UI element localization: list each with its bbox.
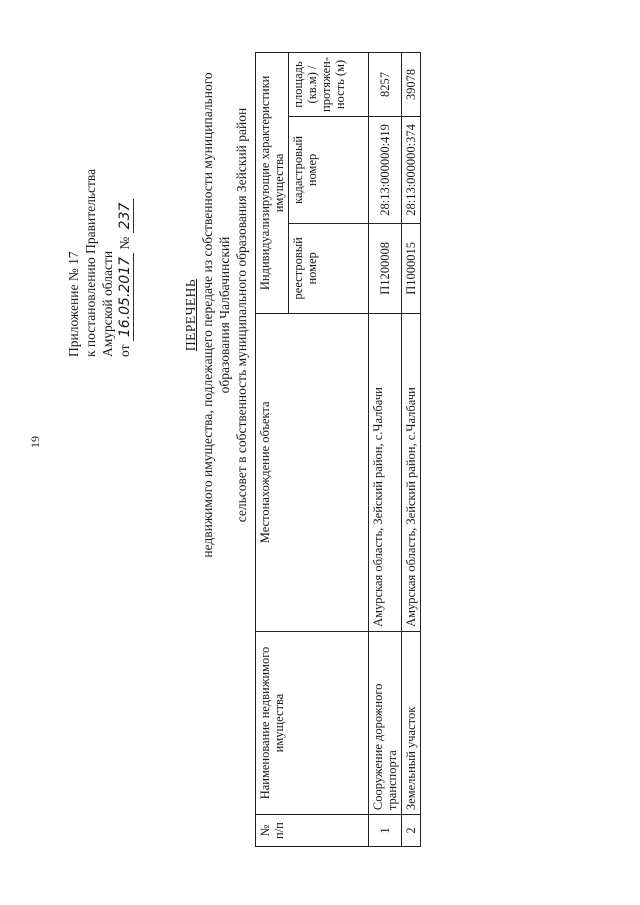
row-registry: П1200008 — [369, 223, 402, 313]
table-row — [369, 53, 402, 847]
property-table — [255, 52, 421, 847]
handwritten-date: 16.05.2017 — [117, 253, 134, 341]
document-title — [182, 55, 250, 575]
header-characteristics: Индивидуализирующие характеристики имущества — [256, 53, 289, 314]
row-name: Сооружение дорожного транспорта — [369, 631, 402, 814]
row-area: 8257 — [369, 53, 402, 117]
appendix-date-line — [116, 169, 134, 357]
header-num: № п/п — [256, 815, 369, 847]
row-registry: П1000015 — [402, 223, 421, 313]
appendix-line-2: к постановлению Правительства — [83, 168, 98, 357]
header-name: Наименование недвижимого имущества — [256, 631, 369, 814]
title-heading: ПЕРЕЧЕНЬ — [183, 278, 198, 352]
title-line-1: недвижимого имущества, подлежащего передаче из собственности муниципального образования Чалбачинский — [200, 72, 232, 558]
row-location: Амурская область, Зейский район, с.Чалбачи — [402, 313, 421, 631]
page-number: 19 — [28, 436, 42, 448]
table-row — [402, 53, 421, 847]
table-header-row — [256, 53, 289, 847]
appendix-line-1: Приложение № 17 — [66, 251, 81, 357]
row-area: 39078 — [402, 53, 421, 117]
header-area: площадь (кв.м) / протяжен-ность (м) — [289, 53, 369, 117]
appendix-line-3: Амурской области — [100, 250, 115, 357]
row-num: 2 — [402, 815, 421, 847]
row-num: 1 — [369, 815, 402, 847]
title-line-2: сельсовет в собственность муниципального образования Зейский район — [234, 107, 249, 523]
handwritten-number: 237 — [117, 199, 134, 234]
row-name: Земельный участок — [402, 631, 421, 814]
header-registry: реестровый номер — [289, 223, 369, 313]
row-cadastral: 28:13:000000:374 — [402, 116, 421, 223]
date-prefix: от — [117, 344, 132, 357]
number-prefix: № — [117, 236, 132, 250]
header-cadastral: кадастровый номер — [289, 116, 369, 223]
row-location: Амурская область, Зейский район, с.Чалбачи — [369, 313, 402, 631]
appendix-block — [65, 169, 134, 357]
header-location: Местонахождение объекта — [256, 313, 369, 631]
row-cadastral: 28:13:000000:419 — [369, 116, 402, 223]
